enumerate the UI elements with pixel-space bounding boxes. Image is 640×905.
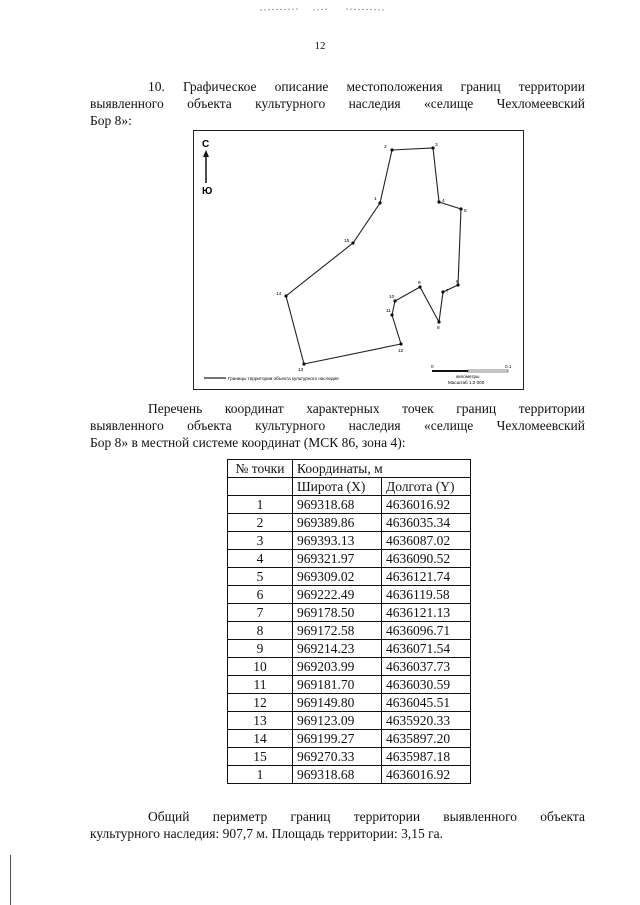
- header-latitude: Широта (X): [293, 478, 382, 496]
- longitude-cell: 4636016.92: [382, 766, 471, 784]
- point-number-cell: 9: [228, 640, 293, 658]
- longitude-cell: 4635987.18: [382, 748, 471, 766]
- table-row: [228, 622, 471, 640]
- longitude-cell: 4636087.02: [382, 532, 471, 550]
- compass-south-label: Ю: [202, 186, 213, 197]
- table-row: [228, 730, 471, 748]
- intro-line-2: выявленного объекта культурного наследия «селище Чехломеевский: [90, 418, 585, 433]
- vertex-point: [441, 290, 444, 293]
- vertex-label: 1: [374, 197, 377, 202]
- coordinates-table: [227, 459, 471, 784]
- coordinates-intro: [90, 400, 585, 451]
- point-number-cell: 3: [228, 532, 293, 550]
- territory-boundary: [286, 148, 461, 364]
- point-number-cell: 8: [228, 622, 293, 640]
- latitude-cell: 969222.49: [293, 586, 382, 604]
- legend-label: Границы территории объекта культурного наследия: [228, 376, 339, 381]
- vertex-label: 13: [298, 368, 304, 373]
- heading-line-3: Бор 8»:: [90, 113, 132, 128]
- compass-arrowhead: [203, 150, 209, 157]
- vertex-label: 14: [276, 292, 282, 297]
- table-row: [228, 658, 471, 676]
- table-row: [228, 676, 471, 694]
- table-row: [228, 640, 471, 658]
- boundary-map: [193, 130, 524, 390]
- page-number: 12: [314, 40, 326, 52]
- latitude-cell: 969318.68: [293, 766, 382, 784]
- longitude-cell: 4636121.13: [382, 604, 471, 622]
- latitude-cell: 969393.13: [293, 532, 382, 550]
- latitude-cell: 969389.86: [293, 514, 382, 532]
- vertex-label: 11: [386, 309, 391, 314]
- vertex-point: [378, 201, 381, 204]
- intro-line-3: Бор 8» в местной системе координат (МСК 86, зона 4):: [90, 435, 406, 450]
- point-number-cell: 6: [228, 586, 293, 604]
- latitude-cell: 969203.99: [293, 658, 382, 676]
- longitude-cell: 4636119.58: [382, 586, 471, 604]
- scale-zero: 0: [431, 364, 434, 369]
- point-number-cell: 1: [228, 766, 293, 784]
- point-number-cell: 12: [228, 694, 293, 712]
- table-row: [228, 514, 471, 532]
- longitude-cell: 4635897.20: [382, 730, 471, 748]
- table-row: [228, 586, 471, 604]
- table-row: [228, 712, 471, 730]
- point-number-cell: 2: [228, 514, 293, 532]
- table-row: [228, 532, 471, 550]
- heading-line-1: Графическое описание местоположения границ территории: [182, 79, 586, 94]
- vertex-label: 7: [446, 289, 449, 294]
- longitude-cell: 4636016.92: [382, 496, 471, 514]
- scan-artifact: [258, 0, 388, 8]
- latitude-cell: 969270.33: [293, 748, 382, 766]
- point-number-cell: 11: [228, 676, 293, 694]
- point-number-cell: 4: [228, 550, 293, 568]
- vertex-point: [390, 148, 393, 151]
- boundary-vertices: [284, 146, 462, 365]
- longitude-cell: 4636071.54: [382, 640, 471, 658]
- vertex-point: [437, 200, 440, 203]
- heading-line-2: выявленного объекта культурного наследия «селище Чехломеевский: [90, 96, 585, 111]
- latitude-cell: 969178.50: [293, 604, 382, 622]
- header-coordinates: Координаты, м: [293, 460, 471, 478]
- table-row: [228, 694, 471, 712]
- vertex-label: 8: [437, 326, 440, 331]
- longitude-cell: 4636045.51: [382, 694, 471, 712]
- vertex-label: 4: [442, 199, 445, 204]
- table-row: [228, 766, 471, 784]
- vertex-label: 10: [389, 295, 395, 300]
- latitude-cell: 969123.09: [293, 712, 382, 730]
- vertex-point: [399, 342, 402, 345]
- header-point-number: № точки: [228, 460, 293, 478]
- scan-edge: [10, 855, 11, 905]
- vertex-label: 6: [456, 280, 459, 285]
- scale-end: 0.1: [505, 364, 512, 369]
- latitude-cell: 969181.70: [293, 676, 382, 694]
- section-heading: [90, 78, 585, 129]
- vertex-label: 3: [435, 143, 438, 148]
- longitude-cell: 4636121.74: [382, 568, 471, 586]
- longitude-cell: 4635920.33: [382, 712, 471, 730]
- point-number-cell: 10: [228, 658, 293, 676]
- vertex-point: [284, 294, 287, 297]
- longitude-cell: 4636096.71: [382, 622, 471, 640]
- compass-north-label: С: [202, 139, 210, 150]
- vertex-label: 2: [384, 145, 387, 150]
- coordinates-rows: [228, 496, 471, 784]
- latitude-cell: 969172.58: [293, 622, 382, 640]
- table-row: [228, 604, 471, 622]
- scale-ratio: Масштаб 1:2 000: [448, 380, 485, 385]
- header-empty-cell: [228, 478, 293, 496]
- intro-line-1: Перечень координат характерных точек границ территории: [148, 401, 585, 416]
- vertex-label: 5: [464, 209, 467, 214]
- point-number-cell: 15: [228, 748, 293, 766]
- latitude-cell: 969318.68: [293, 496, 382, 514]
- point-number-cell: 13: [228, 712, 293, 730]
- summary: [90, 808, 585, 842]
- vertex-point: [437, 320, 440, 323]
- vertex-label: 9: [418, 281, 421, 286]
- vertex-point: [351, 241, 354, 244]
- latitude-cell: 969214.23: [293, 640, 382, 658]
- header-longitude: Долгота (Y): [382, 478, 471, 496]
- latitude-cell: 969199.27: [293, 730, 382, 748]
- vertex-point: [302, 362, 305, 365]
- vertex-labels: [276, 142, 467, 373]
- summary-line-2: культурного наследия: 907,7 м. Площадь территории: 3,15 га.: [90, 826, 443, 841]
- section-number: 10.: [148, 79, 165, 94]
- map-svg: [194, 131, 523, 389]
- vertex-label: 15: [344, 239, 350, 244]
- longitude-cell: 4636090.52: [382, 550, 471, 568]
- table-row: [228, 568, 471, 586]
- summary-line-1: Общий периметр границ территории выявленного объекта: [148, 809, 585, 824]
- scale-unit: километры: [456, 374, 480, 379]
- table-row: [228, 550, 471, 568]
- table-row: [228, 496, 471, 514]
- latitude-cell: 969309.02: [293, 568, 382, 586]
- table-row: [228, 748, 471, 766]
- longitude-cell: 4636037.73: [382, 658, 471, 676]
- point-number-cell: 14: [228, 730, 293, 748]
- point-number-cell: 1: [228, 496, 293, 514]
- longitude-cell: 4636035.34: [382, 514, 471, 532]
- point-number-cell: 7: [228, 604, 293, 622]
- vertex-label: 12: [398, 349, 404, 354]
- vertex-point: [459, 207, 462, 210]
- scale-bar-black: [432, 370, 468, 372]
- latitude-cell: 969149.80: [293, 694, 382, 712]
- longitude-cell: 4636030.59: [382, 676, 471, 694]
- scale-bar-white: [468, 370, 508, 372]
- latitude-cell: 969321.97: [293, 550, 382, 568]
- point-number-cell: 5: [228, 568, 293, 586]
